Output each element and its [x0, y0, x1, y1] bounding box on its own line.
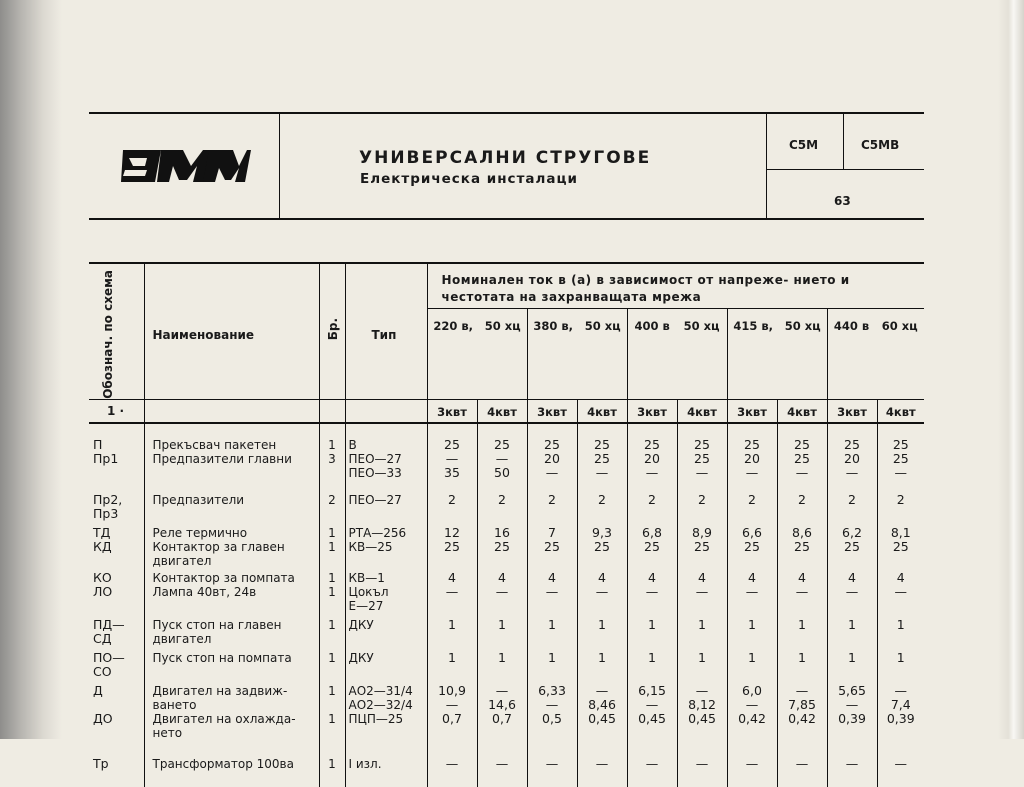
current-value: — [845, 583, 859, 599]
specification-table-wrap [89, 262, 924, 771]
t-text: АО2—31/4 [348, 683, 413, 698]
current-value: 9,3 [592, 524, 612, 540]
current-value: 1 [548, 649, 556, 665]
d-text: Пр1 [93, 450, 119, 466]
current-value: — [645, 696, 659, 712]
current-value: — [695, 583, 709, 599]
d-text: КД [93, 538, 112, 554]
n-text: Предпазители [152, 492, 245, 507]
t-text: Цокъл [348, 584, 389, 599]
col-current-header: Номинален ток в (а) в зависимост от напреже- нието и честотата на захранващата мрежа [441, 273, 850, 304]
voltage-label: 220 в, [433, 319, 473, 333]
t-text: ДКУ [348, 650, 374, 665]
current-value: 25 [694, 436, 710, 452]
current-value: 1 [448, 649, 456, 665]
current-value: 8,9 [692, 524, 712, 540]
current-value: 25 [644, 538, 660, 554]
current-value: 2 [748, 491, 756, 507]
current-value: — [545, 464, 559, 480]
power-label: 3квт [837, 404, 867, 419]
current-value: — [845, 696, 859, 712]
current-value: 1 [896, 649, 905, 665]
n-text: Реле термично [152, 525, 248, 540]
current-value: 25 [444, 538, 460, 554]
page-subtitle: Електрическа инсталаци [360, 171, 578, 187]
index-label: 1 · [107, 403, 125, 418]
power-label: 3квт [537, 404, 567, 419]
current-value: — [745, 696, 759, 712]
current-value: 1 [798, 649, 806, 665]
current-value: 10,9 [438, 682, 466, 698]
current-value: 25 [892, 450, 909, 466]
current-value: 0,45 [588, 710, 616, 726]
current-value: 2 [548, 491, 556, 507]
current-value: — [894, 682, 908, 698]
power-label: 4квт [885, 404, 916, 419]
q-text: 1 [328, 584, 336, 599]
q-text: 3 [328, 451, 336, 466]
current-value: — [445, 450, 459, 466]
t-text: ПЕО—27 [348, 492, 402, 507]
current-value: 25 [794, 436, 810, 452]
current-value: 6,33 [538, 682, 566, 698]
d-text: ПД— [93, 616, 125, 632]
current-value: 1 [698, 616, 706, 632]
col-name-header: Наименование [152, 328, 255, 342]
q-text: 1 [328, 539, 336, 554]
frequency-label: 50 хц [683, 319, 720, 333]
current-value: 0,42 [738, 710, 766, 726]
voltage-label: 380 в, [533, 319, 573, 333]
current-value: — [845, 464, 859, 480]
current-value: 6,6 [742, 524, 762, 540]
n-text: Лампа 40вт, 24в [152, 584, 257, 599]
current-value: — [894, 464, 908, 480]
current-value: — [495, 450, 509, 466]
n-text: двигател [152, 553, 212, 568]
current-value: 6,8 [642, 524, 662, 540]
current-value: — [595, 682, 609, 698]
current-value: 0,7 [492, 710, 512, 726]
current-value: 25 [494, 436, 510, 452]
col-designation-header: Обознач. по схема [101, 270, 115, 399]
d-text: ЛО [93, 583, 113, 599]
current-value: 8,46 [588, 696, 616, 712]
q-text: 1 [328, 617, 336, 632]
table-row [89, 615, 924, 648]
current-value: 2 [698, 491, 706, 507]
current-value: — [795, 682, 809, 698]
power-label: 4квт [787, 404, 817, 419]
current-value: — [795, 583, 809, 599]
current-value: 1 [648, 616, 656, 632]
current-value: 2 [498, 491, 506, 507]
table-row [89, 681, 924, 754]
page-edge [998, 0, 1024, 739]
page-title: УНИВЕРСАЛНИ СТРУГОВЕ [359, 148, 652, 168]
current-value: 1 [748, 616, 756, 632]
q-text: 1 [328, 570, 336, 585]
n-text: Двигател на задвиж- [152, 683, 288, 698]
current-value: 25 [544, 436, 560, 452]
current-value: — [445, 696, 459, 712]
t-text: ПЕО—27 [348, 451, 402, 466]
voltage-group-header [527, 309, 627, 400]
current-value: 1 [848, 649, 856, 665]
d-text: СО [93, 663, 112, 679]
t-text: В [348, 437, 357, 452]
current-value: 25 [892, 436, 909, 452]
current-value: 4 [698, 569, 706, 585]
current-value: 25 [594, 450, 610, 466]
current-value: 50 [494, 464, 510, 480]
table-row [89, 754, 924, 787]
current-value: 25 [844, 538, 860, 554]
col-type-header: Тип [371, 328, 397, 342]
current-value: 0,42 [788, 710, 816, 726]
current-value: 0,7 [442, 710, 462, 726]
d-text: Д [93, 682, 103, 698]
power-label: 3квт [637, 404, 667, 419]
d-text [93, 698, 144, 712]
current-value: 8,12 [688, 696, 716, 712]
voltage-label: 415 в, [733, 319, 773, 333]
t-text: КВ—1 [348, 570, 385, 585]
current-value: 4 [548, 569, 556, 585]
current-value: 16 [494, 524, 510, 540]
current-value: 4 [598, 569, 606, 585]
current-value: — [795, 464, 809, 480]
d-text: ДО [93, 710, 113, 726]
current-value: 25 [444, 436, 460, 452]
current-value: 20 [644, 450, 660, 466]
current-value: 0,45 [688, 710, 716, 726]
frequency-label: 50 хц [784, 319, 821, 333]
current-value: — [495, 682, 509, 698]
current-value: 25 [892, 538, 909, 554]
n-text: Двигател на охлажда- [152, 711, 296, 726]
d-text: Пр3 [93, 505, 119, 521]
table-row [89, 490, 924, 523]
current-value: 25 [794, 450, 810, 466]
current-value: 0,39 [886, 710, 915, 726]
power-label: 3квт [437, 404, 467, 419]
n-text: Контактор за помпата [152, 570, 295, 585]
t-text: АО2—32/4 [348, 697, 413, 712]
current-value: — [595, 755, 609, 771]
n-text: Пуск стоп на помпата [152, 650, 292, 665]
current-value: 1 [448, 616, 456, 632]
current-value: 1 [598, 649, 606, 665]
t-text: ДКУ [348, 617, 374, 632]
current-value: — [545, 755, 559, 771]
d-text: Пр2, [93, 491, 123, 507]
model-label-c5mb: С5МВ [861, 138, 900, 152]
power-label: 4квт [487, 404, 517, 419]
current-value: 0,45 [638, 710, 666, 726]
d-text: ТД [93, 524, 111, 540]
frequency-label: 50 хц [584, 319, 621, 333]
voltage-group-header [827, 309, 924, 400]
current-value: — [695, 464, 709, 480]
current-value: — [445, 755, 459, 771]
n-text: Прекъсвач пакетен [152, 437, 277, 452]
current-value: 8,6 [792, 524, 812, 540]
current-value: 25 [844, 436, 860, 452]
current-value: 2 [848, 491, 856, 507]
current-value: 8,1 [890, 524, 911, 540]
q-text: 1 [328, 756, 336, 771]
table-row [89, 648, 924, 681]
current-value: 2 [598, 491, 606, 507]
current-value: — [495, 755, 509, 771]
current-value: 25 [744, 436, 760, 452]
current-value: 4 [848, 569, 856, 585]
current-value: 35 [444, 464, 460, 480]
n-text: Контактор за главен [152, 539, 285, 554]
q-text: 2 [328, 492, 336, 507]
current-value: 5,65 [838, 682, 866, 698]
q-text: 1 [328, 650, 336, 665]
t-text: КВ—25 [348, 539, 393, 554]
table-row [89, 568, 924, 615]
current-value: 1 [498, 649, 506, 665]
t-text: ПЦП—25 [348, 711, 404, 726]
zmm-logo-icon [121, 140, 251, 192]
current-value: 1 [896, 616, 905, 632]
current-value: 6,15 [638, 682, 666, 698]
current-value: — [545, 583, 559, 599]
voltage-group-header [427, 309, 527, 400]
current-value: 6,0 [742, 682, 762, 698]
current-value: 1 [698, 649, 706, 665]
table-row [89, 523, 924, 568]
current-value: 4 [896, 569, 905, 585]
current-value: 2 [448, 491, 456, 507]
current-value: 2 [648, 491, 656, 507]
document-page [62, 0, 998, 771]
voltage-label: 440 в [833, 319, 870, 333]
current-value: 7,4 [890, 696, 911, 712]
t-text: ПЕО—33 [348, 465, 402, 480]
current-value: 1 [798, 616, 806, 632]
n-text: ването [152, 697, 197, 712]
current-value: 14,6 [488, 696, 516, 712]
n-text: двигател [152, 631, 212, 646]
q-text [320, 698, 345, 712]
current-value: — [495, 583, 509, 599]
current-value: 20 [744, 450, 760, 466]
current-value: — [795, 755, 809, 771]
current-value: 25 [494, 538, 510, 554]
d-text: Тр [93, 755, 109, 771]
voltage-label: 400 в [634, 319, 670, 333]
d-text: П [93, 436, 103, 452]
current-value: 20 [544, 450, 560, 466]
power-label: 4квт [687, 404, 717, 419]
current-value: 1 [648, 649, 656, 665]
current-value: — [894, 755, 908, 771]
current-value: — [595, 583, 609, 599]
power-label: 3квт [737, 404, 767, 419]
current-value: — [645, 583, 659, 599]
specification-table [89, 262, 924, 787]
current-value: 20 [844, 450, 860, 466]
current-value: 1 [548, 616, 556, 632]
t-text: Е—27 [348, 598, 384, 613]
current-value: 0,5 [542, 710, 562, 726]
n-text: нето [152, 725, 183, 740]
col-qty-header: Бр. [325, 318, 340, 341]
current-value: 2 [896, 491, 905, 507]
current-value: 25 [544, 538, 560, 554]
current-value: 1 [598, 616, 606, 632]
current-value: 7 [548, 524, 556, 540]
current-value: 1 [748, 649, 756, 665]
power-label: 4квт [587, 404, 617, 419]
current-value: — [745, 464, 759, 480]
current-value: 7,85 [788, 696, 816, 712]
current-value: 4 [498, 569, 506, 585]
n-text: Предпазители главни [152, 451, 292, 466]
current-value: 12 [444, 524, 460, 540]
current-value: 25 [644, 436, 660, 452]
t-text: I изл. [348, 756, 382, 771]
model-label-c5m: С5М [789, 138, 819, 152]
current-value: — [745, 583, 759, 599]
current-value: — [695, 755, 709, 771]
current-value: 4 [798, 569, 806, 585]
current-value: — [894, 583, 908, 599]
current-value: 4 [448, 569, 456, 585]
current-value: 6,2 [842, 524, 862, 540]
table-row [89, 423, 924, 490]
current-value: 25 [694, 450, 710, 466]
current-value: 25 [694, 538, 710, 554]
current-value: — [645, 755, 659, 771]
current-value: — [845, 755, 859, 771]
header-block [89, 112, 924, 220]
current-value: 25 [744, 538, 760, 554]
current-value: — [445, 583, 459, 599]
voltage-group-header [627, 309, 727, 400]
d-text: КО [93, 569, 112, 585]
current-value: 25 [794, 538, 810, 554]
current-value: — [695, 682, 709, 698]
current-value: 4 [748, 569, 756, 585]
current-value: 2 [798, 491, 806, 507]
d-text: СД [93, 630, 112, 646]
q-text: 1 [328, 683, 336, 698]
current-value: — [595, 464, 609, 480]
d-text: ПО— [93, 649, 125, 665]
current-value: 1 [848, 616, 856, 632]
current-value: — [745, 755, 759, 771]
current-value: — [545, 696, 559, 712]
current-value: 0,39 [838, 710, 866, 726]
book-spine-shadow [0, 0, 62, 739]
q-text: 1 [328, 525, 336, 540]
q-text: 1 [328, 437, 336, 452]
frequency-label: 50 хц [484, 319, 521, 333]
n-text: Пуск стоп на главен [152, 617, 282, 632]
voltage-group-header [727, 309, 827, 400]
current-value: 25 [594, 436, 610, 452]
page-number: 63 [834, 194, 851, 208]
frequency-label: 60 хц [881, 319, 918, 333]
current-value: — [645, 464, 659, 480]
current-value: 4 [648, 569, 656, 585]
q-text: 1 [328, 711, 336, 726]
current-value: 1 [498, 616, 506, 632]
t-text: РТА—256 [348, 525, 407, 540]
current-value: 25 [594, 538, 610, 554]
n-text: Трансформатор 100ва [152, 756, 294, 771]
